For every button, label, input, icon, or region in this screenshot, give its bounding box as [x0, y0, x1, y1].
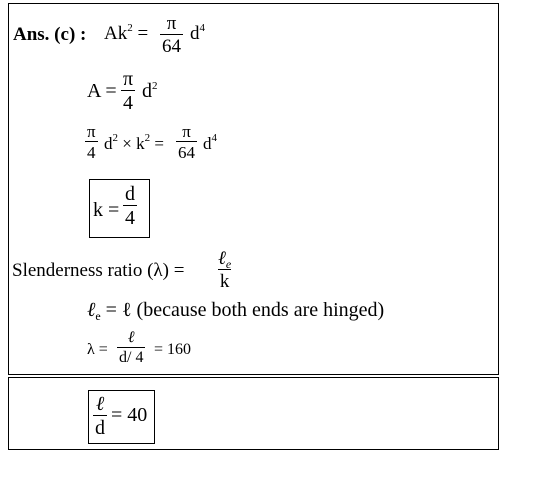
eq4-box — [89, 179, 150, 238]
result-panel — [8, 377, 499, 450]
result-numerator: ℓ — [95, 393, 105, 415]
eq1-numerator: π — [166, 13, 177, 34]
eq3-fraction-left — [85, 123, 98, 161]
eq3-numerator-right: π — [182, 122, 191, 141]
hinged-statement: ℓ$_e$ = ℓ (because both ends are hinged) — [87, 299, 385, 323]
eq3-denominator-right: 64 — [178, 143, 195, 162]
eq3-numerator-left: π — [87, 122, 96, 141]
eq3-denominator-left: 4 — [87, 143, 96, 162]
eq1-denominator: 64 — [162, 36, 181, 57]
lambda-rhs: = 160 — [154, 341, 192, 358]
eq2-fraction — [121, 69, 135, 113]
eq1-fraction — [160, 14, 183, 56]
lambda-denominator: d/ 4 — [119, 349, 144, 366]
slenderness-denominator: k — [219, 271, 230, 292]
lambda-numerator: ℓ — [127, 329, 135, 346]
eq3-fraction-right — [176, 123, 197, 161]
eq1-lhs: Ak$^2$ = — [104, 22, 149, 44]
slenderness-fraction — [216, 249, 233, 291]
eq2-rhs: $d^2$ — [142, 80, 158, 102]
answer-label: Ans. (c) : — [13, 24, 87, 45]
eq4-numerator: d — [125, 183, 135, 205]
eq4-fraction — [123, 184, 137, 228]
result-denominator: d — [95, 417, 105, 439]
eq2-lhs: A = — [87, 80, 117, 102]
eq4-denominator: 4 — [125, 207, 135, 229]
result-box — [88, 390, 155, 444]
eq3-middle: $d^2 \times k^2$ = — [104, 132, 164, 153]
answer-panel — [8, 3, 499, 375]
slenderness-label: Slenderness ratio (λ) = — [12, 260, 185, 281]
eq1-rhs: $d^4$ — [190, 22, 205, 44]
lambda-fraction — [117, 330, 145, 366]
eq3-rhs: $d^4$ — [203, 132, 217, 153]
eq2-denominator: 4 — [123, 92, 134, 114]
slenderness-numerator: ℓ$_e$ — [218, 248, 232, 271]
eq2-numerator: π — [123, 68, 134, 90]
lambda-lhs: λ = — [87, 341, 108, 358]
result-fraction — [93, 394, 107, 438]
result-rhs: = 40 — [111, 404, 148, 426]
eq4-lhs: k = — [93, 199, 120, 221]
